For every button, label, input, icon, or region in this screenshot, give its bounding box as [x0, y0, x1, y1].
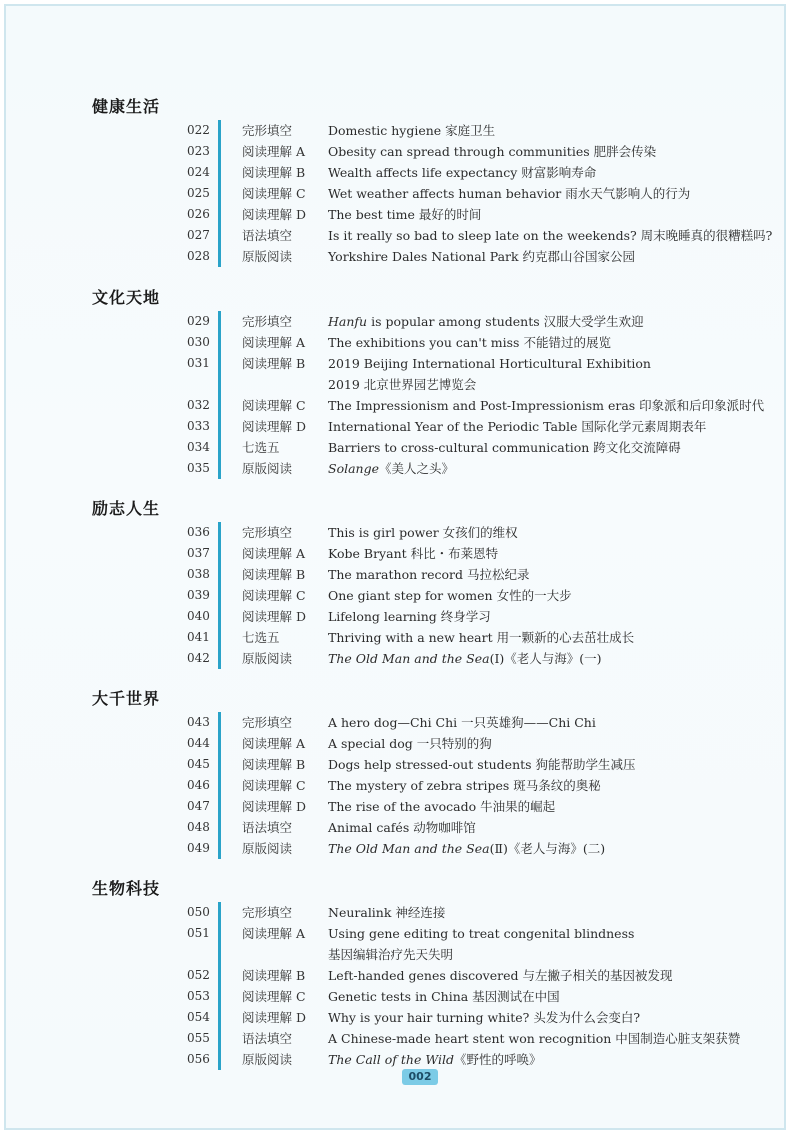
toc-entry[interactable] [6, 902, 788, 923]
entry-title-text: Thriving with a new heart 用一颗新的心去茁壮成长 [328, 630, 635, 645]
entry-type: 七选五 [242, 440, 280, 455]
entry-type: 语法填空 [242, 820, 293, 835]
entry-title-text: The marathon record 马拉松纪录 [328, 567, 530, 582]
entry-page-number: 024 [187, 165, 210, 179]
entry-title-text: Dogs help stressed-out students 狗能帮助学生减压 [328, 757, 636, 772]
toc-entry[interactable] [6, 712, 788, 733]
toc-entry[interactable] [6, 986, 788, 1007]
entry-type: 阅读理解 B [242, 968, 306, 983]
entry-title [328, 712, 768, 733]
toc-entry[interactable] [6, 923, 788, 965]
entry-title [328, 775, 768, 796]
entry-page-number: 049 [187, 841, 210, 855]
entry-title-text: The exhibitions you can't miss 不能错过的展览 [328, 335, 611, 350]
toc-entry[interactable] [6, 627, 788, 648]
entry-page-number: 030 [187, 335, 210, 349]
toc-entry[interactable] [6, 817, 788, 838]
entry-title [328, 838, 768, 859]
entry-list [6, 712, 788, 859]
entry-type: 语法填空 [242, 1031, 293, 1046]
section-title: 生物科技 [92, 879, 161, 898]
entry-title [328, 522, 768, 543]
toc-entry[interactable] [6, 120, 788, 141]
entry-page-number: 023 [187, 144, 210, 158]
entry-page-number: 054 [187, 1010, 210, 1024]
entry-title [328, 564, 768, 585]
entry-type: 阅读理解 B [242, 356, 306, 371]
toc-entry[interactable] [6, 965, 788, 986]
entry-page-number: 053 [187, 989, 210, 1003]
entry-title-text: The best time 最好的时间 [328, 207, 482, 222]
entry-page-number: 035 [187, 461, 210, 475]
entry-title [328, 733, 768, 754]
toc-entry[interactable] [6, 353, 788, 395]
entry-list [6, 120, 788, 267]
entry-type: 原版阅读 [242, 841, 293, 856]
entry-title [328, 204, 768, 225]
entry-title [328, 141, 768, 162]
entry-type: 原版阅读 [242, 1052, 293, 1067]
entry-title-text: Genetic tests in China 基因测试在中国 [328, 989, 560, 1004]
entry-page-number: 033 [187, 419, 210, 433]
entry-page-number: 038 [187, 567, 210, 581]
entry-list [6, 522, 788, 669]
entry-title [328, 648, 768, 669]
entry-title [328, 353, 768, 395]
entry-title [328, 817, 768, 838]
entry-type: 完形填空 [242, 905, 293, 920]
entry-title-text: Wealth affects life expectancy 财富影响寿命 [328, 165, 597, 180]
entry-title-text: 2019 Beijing International Horticultural Exhibition [328, 356, 651, 371]
toc-entry[interactable] [6, 416, 788, 437]
entry-title-text: (Ⅰ)《老人与海》(一) [489, 651, 602, 666]
entry-page-number: 050 [187, 905, 210, 919]
entry-title-text: Yorkshire Dales National Park 约克郡山谷国家公园 [328, 249, 636, 264]
entry-type: 原版阅读 [242, 249, 293, 264]
entry-title [328, 183, 768, 204]
toc-entry[interactable] [6, 1007, 788, 1028]
entry-title-italic: Solange [328, 461, 379, 476]
entry-title [328, 332, 768, 353]
toc-entry[interactable] [6, 458, 788, 479]
entry-title-text: Kobe Bryant 科比・布莱恩特 [328, 546, 499, 561]
entry-type: 语法填空 [242, 228, 293, 243]
section-title: 文化天地 [92, 288, 161, 307]
entry-title [328, 543, 768, 564]
entry-title-text: Left-handed genes discovered 与左撇子相关的基因被发现 [328, 968, 673, 983]
toc-entry[interactable] [6, 1049, 788, 1070]
entry-page-number: 031 [187, 356, 210, 370]
entry-page-number: 048 [187, 820, 210, 834]
section-title: 励志人生 [92, 499, 161, 518]
entry-page-number: 055 [187, 1031, 210, 1045]
toc-entry[interactable] [6, 246, 788, 267]
entry-title [328, 923, 768, 965]
entry-page-number: 036 [187, 525, 210, 539]
entry-title-text: Domestic hygiene 家庭卫生 [328, 123, 496, 138]
entry-page-number: 034 [187, 440, 210, 454]
entry-page-number: 045 [187, 757, 210, 771]
toc-entry[interactable] [6, 606, 788, 627]
page-number: 002 [402, 1069, 438, 1085]
entry-list [6, 902, 788, 1070]
entry-title-text: A hero dog—Chi Chi 一只英雄狗——Chi Chi [328, 715, 596, 730]
entry-page-number: 047 [187, 799, 210, 813]
entry-type: 阅读理解 C [242, 186, 306, 201]
entry-type: 阅读理解 C [242, 778, 306, 793]
entry-title-text: Lifelong learning 终身学习 [328, 609, 491, 624]
entry-type: 阅读理解 C [242, 989, 306, 1004]
entry-title [328, 606, 768, 627]
entry-page-number: 032 [187, 398, 210, 412]
entry-type: 阅读理解 B [242, 165, 306, 180]
toc-entry[interactable] [6, 437, 788, 458]
entry-title-text: is popular among students 汉服大受学生欢迎 [367, 314, 644, 329]
toc-entry[interactable] [6, 543, 788, 564]
entry-title-text: This is girl power 女孩们的维权 [328, 525, 518, 540]
entry-page-number: 044 [187, 736, 210, 750]
entry-title [328, 437, 768, 458]
entry-title-text: Is it really so bad to sleep late on the weekends? 周末晚睡真的很糟糕吗? [328, 228, 773, 243]
entry-title [328, 416, 768, 437]
entry-title-text: 《美人之头》 [379, 461, 455, 476]
entry-title-text: Barriers to cross-cultural communication 跨文化交流障碍 [328, 440, 681, 455]
entry-type: 阅读理解 A [242, 144, 306, 159]
entry-list [6, 311, 788, 479]
entry-page-number: 040 [187, 609, 210, 623]
entry-title [328, 627, 768, 648]
section-title: 大千世界 [92, 689, 161, 708]
entry-type: 完形填空 [242, 314, 293, 329]
toc-page [4, 4, 786, 1130]
entry-page-number: 041 [187, 630, 210, 644]
entry-title-text: The Impressionism and Post-Impressionism eras 印象派和后印象派时代 [328, 398, 765, 413]
entry-type: 七选五 [242, 630, 280, 645]
entry-type: 阅读理解 D [242, 609, 306, 624]
entry-title-text: 《野性的呼唤》 [453, 1052, 542, 1067]
entry-title-line2: 基因编辑治疗先天失明 [328, 947, 454, 962]
entry-title [328, 225, 773, 246]
entry-title-text: International Year of the Periodic Table 国际化学元素周期表年 [328, 419, 707, 434]
toc-entry[interactable] [6, 395, 788, 416]
entry-title-text: Why is your hair turning white? 头发为什么会变白? [328, 1010, 641, 1025]
toc-entry[interactable] [6, 754, 788, 775]
entry-title-text: The rise of the avocado 牛油果的崛起 [328, 799, 556, 814]
entry-type: 阅读理解 C [242, 588, 306, 603]
entry-page-number: 052 [187, 968, 210, 982]
entry-type: 阅读理解 D [242, 207, 306, 222]
entry-page-number: 056 [187, 1052, 210, 1066]
entry-title-italic: The Call of the Wild [328, 1052, 454, 1067]
entry-title-text: Using gene editing to treat congenital blindness [328, 926, 635, 941]
entry-type: 完形填空 [242, 525, 293, 540]
entry-type: 阅读理解 A [242, 335, 306, 350]
entry-type: 阅读理解 A [242, 926, 306, 941]
toc-entry[interactable] [6, 141, 788, 162]
entry-title [328, 120, 768, 141]
entry-title-text: A special dog 一只特别的狗 [328, 736, 492, 751]
entry-type: 阅读理解 C [242, 398, 306, 413]
entry-page-number: 026 [187, 207, 210, 221]
entry-title-italic: Hanfu [328, 314, 368, 329]
entry-title-line2: 2019 北京世界园艺博览会 [328, 377, 477, 392]
toc-entry[interactable] [6, 311, 788, 332]
entry-page-number: 022 [187, 123, 210, 137]
toc-entry[interactable] [6, 204, 788, 225]
entry-type: 阅读理解 D [242, 419, 306, 434]
entry-title [328, 1007, 768, 1028]
toc-entry[interactable] [6, 564, 788, 585]
entry-title [328, 902, 768, 923]
toc-entry[interactable] [6, 733, 788, 754]
entry-title [328, 246, 768, 267]
entry-title [328, 796, 768, 817]
entry-type: 完形填空 [242, 715, 293, 730]
entry-type: 原版阅读 [242, 651, 293, 666]
entry-title-text: Neuralink 神经连接 [328, 905, 446, 920]
entry-page-number: 025 [187, 186, 210, 200]
entry-page-number: 046 [187, 778, 210, 792]
section-title: 健康生活 [92, 97, 161, 116]
entry-title-italic: The Old Man and the Sea [328, 651, 490, 666]
toc-entry[interactable] [6, 332, 788, 353]
entry-title-italic: The Old Man and the Sea [328, 841, 490, 856]
entry-type: 阅读理解 D [242, 1010, 306, 1025]
entry-page-number: 028 [187, 249, 210, 263]
toc-entry[interactable] [6, 585, 788, 606]
toc-entry[interactable] [6, 796, 788, 817]
entry-title-text: Obesity can spread through communities 肥胖会传染 [328, 144, 657, 159]
entry-title [328, 1028, 768, 1049]
toc-entry[interactable] [6, 522, 788, 543]
entry-page-number: 039 [187, 588, 210, 602]
entry-title-text: One giant step for women 女性的一大步 [328, 588, 572, 603]
entry-title-text: Animal cafés 动物咖啡馆 [328, 820, 476, 835]
entry-page-number: 027 [187, 228, 210, 242]
entry-title [328, 585, 768, 606]
entry-title [328, 162, 768, 183]
entry-title-text: The mystery of zebra stripes 斑马条纹的奥秘 [328, 778, 601, 793]
toc-entry[interactable] [6, 775, 788, 796]
entry-type: 阅读理解 D [242, 799, 306, 814]
entry-title [328, 986, 768, 1007]
entry-page-number: 051 [187, 926, 210, 940]
entry-page-number: 043 [187, 715, 210, 729]
entry-title [328, 1049, 768, 1070]
entry-type: 阅读理解 B [242, 567, 306, 582]
entry-type: 完形填空 [242, 123, 293, 138]
entry-page-number: 029 [187, 314, 210, 328]
toc-entry[interactable] [6, 162, 788, 183]
toc-entry[interactable] [6, 225, 788, 246]
entry-title [328, 965, 768, 986]
entry-title-text: Wet weather affects human behavior 雨水天气影响人的行为 [328, 186, 691, 201]
entry-title [328, 754, 768, 775]
entry-type: 阅读理解 B [242, 757, 306, 772]
entry-title [328, 311, 768, 332]
entry-title [328, 395, 768, 416]
toc-entry[interactable] [6, 183, 788, 204]
toc-entry[interactable] [6, 648, 788, 669]
entry-page-number: 042 [187, 651, 210, 665]
toc-entry[interactable] [6, 1028, 788, 1049]
entry-type: 阅读理解 A [242, 546, 306, 561]
entry-title [328, 458, 768, 479]
entry-type: 原版阅读 [242, 461, 293, 476]
entry-title-text: A Chinese-made heart stent won recognition 中国制造心脏支架获赞 [328, 1031, 741, 1046]
entry-type: 阅读理解 A [242, 736, 306, 751]
entry-title-text: (Ⅱ)《老人与海》(二) [489, 841, 606, 856]
entry-page-number: 037 [187, 546, 210, 560]
toc-entry[interactable] [6, 838, 788, 859]
